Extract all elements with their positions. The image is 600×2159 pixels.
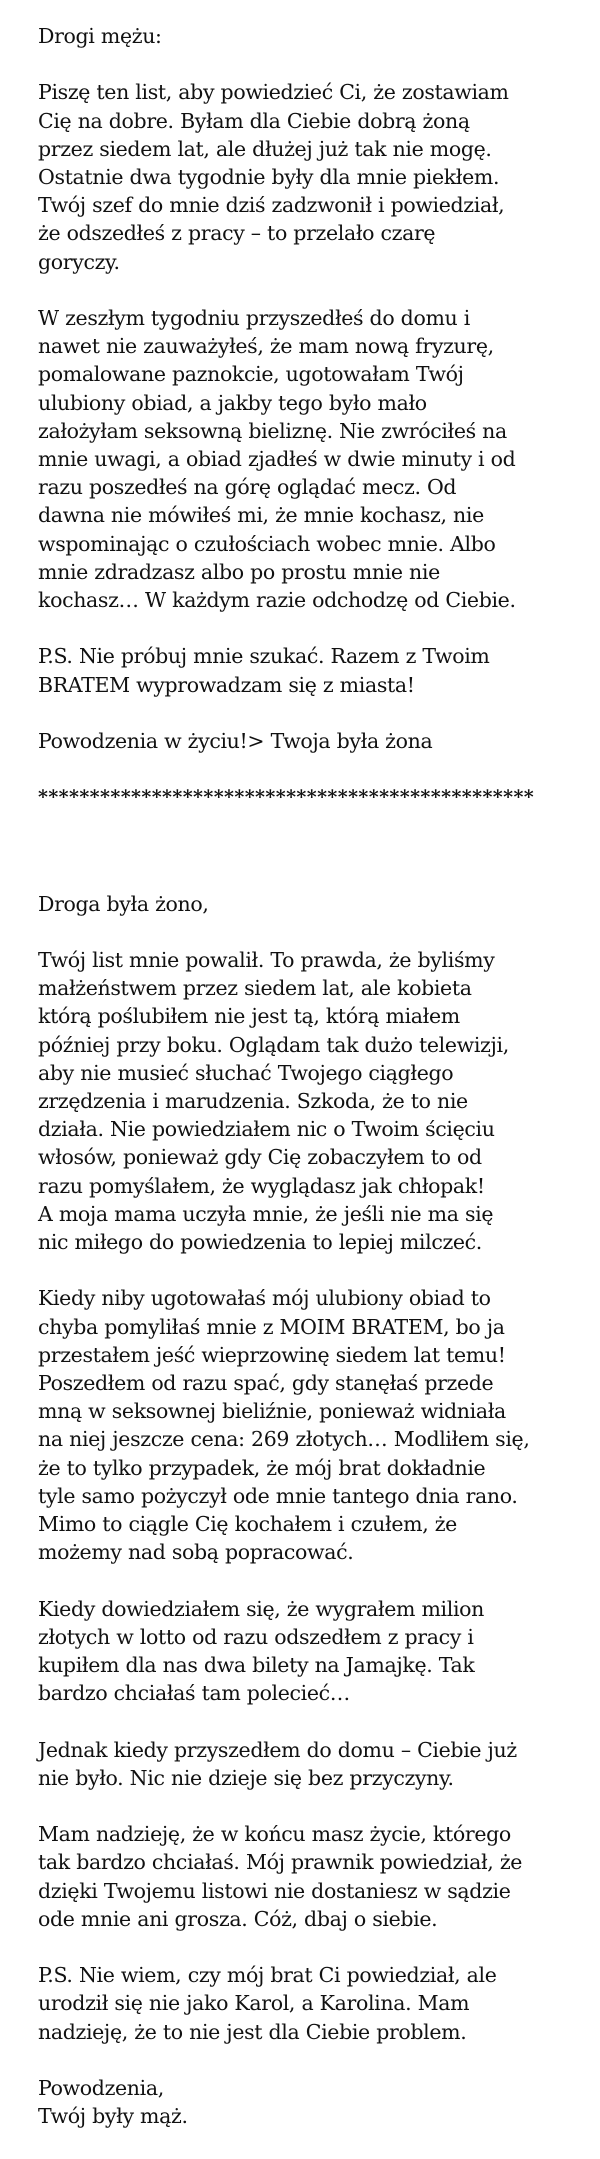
wife-letter-postscript: P.S. Nie próbuj mnie szukać. Razem z Twoim BRATEM wyprowadzam się z miasta! bbox=[38, 644, 490, 697]
husband-letter-greeting: Droga była żono, bbox=[38, 891, 209, 916]
document-page bbox=[38, 22, 583, 2159]
wife-letter bbox=[38, 22, 583, 755]
husband-letter-postscript: P.S. Nie wiem, czy mój brat Ci powiedział, ale urodził się nie jako Karol, a Karolina. Mam nadzieję, że to nie jest dla Ciebie problem. bbox=[38, 1963, 497, 2044]
husband-letter-paragraph-1: Twój list mnie powalił. To prawda, że byliśmy małżeństwem przez siedem lat, ale kobieta którą poślubiłem nie jest tą, którą miałem później przy boku. Oglądam tak dużo telewizji, aby nie musieć słuchać Twojego ciągłego zrzędzenia i marudzenia. Szkoda, że to nie działa. Nie powiedziałem nic o Twoim ścięciu włosów, ponieważ gdy Cię zobaczyłem to od razu pomyślałem, że wyglądasz jak chłopak! A moja mama uczyła mnie, że jeśli nie ma się nic miłego do powiedzenia to lepiej milczeć. bbox=[38, 948, 509, 1255]
husband-letter-closing: Powodzenia, Twój były mąż. bbox=[38, 2076, 188, 2129]
husband-letter-paragraph-3: Kiedy dowiedziałem się, że wygrałem milion złotych w lotto od razu odszedłem z pracy i kupiłem dla nas dwa bilety na Jamajkę. Tak bardzo chciałaś tam polecieć… bbox=[38, 1596, 485, 1706]
asterisk-separator: ************************************************ bbox=[38, 786, 535, 809]
husband-letter-paragraph-4: Jednak kiedy przyszedłem do domu – Ciebie już nie było. Nic nie dzieje się bez przyczyny. bbox=[38, 1737, 517, 1790]
husband-letter-paragraph-2: Kiedy niby ugotowałaś mój ulubiony obiad to chyba pomyliłaś mnie z MOIM BRATEM, bo ja przestałem jeść wieprzowinę siedem lat temu! Poszedłem od razu spać, gdy stanęłaś przede mną w seksownej bieliźnie, ponieważ widniała na niej jeszcze cena: 269 złotych… Modliłem się, że to tylko przypadek, że mój brat dokładnie tyle samo pożyczył ode mnie tantego dnia rano. Mimo to ciągle Cię kochałem i czułem, że możemy nad sobą popracować. bbox=[38, 1286, 530, 1565]
husband-letter-paragraph-5: Mam nadzieję, że w końcu masz życie, którego tak bardzo chciałaś. Mój prawnik powiedział, że dzięki Twojemu listowi nie dostaniesz w sądzie ode mnie ani grosza. Cóż, dbaj o siebie. bbox=[38, 1822, 523, 1931]
wife-letter-paragraph-1: Piszę ten list, aby powiedzieć Ci, że zostawiam Cię na dobre. Byłam dla Ciebie dobrą żoną przez siedem lat, ale dłużej już tak nie mogę. Ostatnie dwa tygodnie były dla mnie piekłem. Twój szef do mnie dziś zadzwonił i powiedział, że odszedłeś z pracy – to przelało czarę goryczy. bbox=[38, 80, 509, 274]
wife-letter-greeting: Drogi mężu: bbox=[38, 24, 162, 48]
husband-letter bbox=[38, 890, 583, 2131]
wife-letter-paragraph-2: W zeszłym tygodniu przyszedłeś do domu i nawet nie zauważyłeś, że mam nową fryzurę, pomalowane paznokcie, ugotowałam Twój ulubiony obiad, a jakby tego było mało założyłam seksowną bieliznę. Nie zwróciłeś na mnie uwagi, a obiad zjadłeś w dwie minuty i od razu poszedłeś na górę oglądać mecz. Od dawna nie mówiłeś mi, że mnie kochasz, nie wspominając o czułościach wobec mnie. Albo mnie zdradzasz albo po prostu mnie nie kochasz… W każdym razie odchodzę od Ciebie. bbox=[38, 306, 516, 613]
wife-letter-closing: Powodzenia w życiu!> Twoja była żona bbox=[38, 729, 433, 754]
